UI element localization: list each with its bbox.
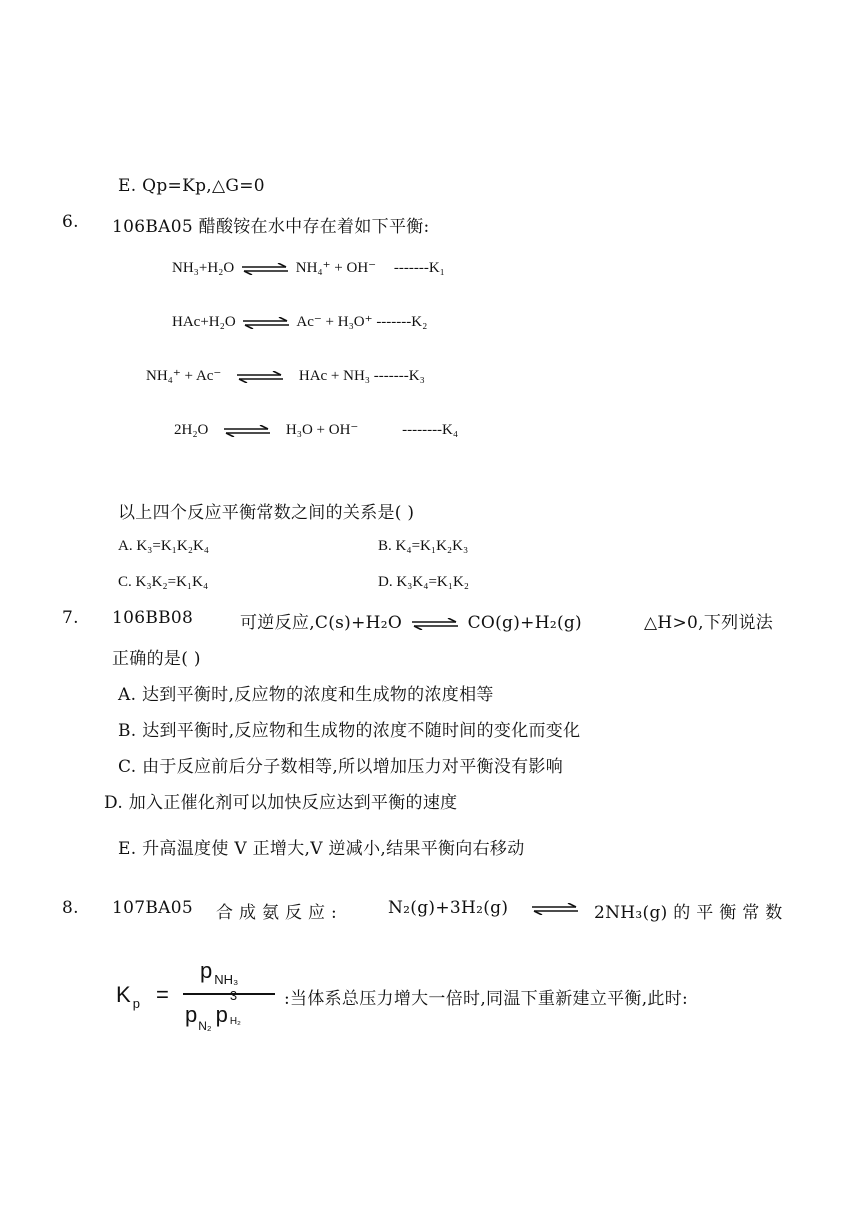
equilibrium-arrow-icon	[237, 371, 283, 383]
q7-stem	[240, 608, 582, 633]
q7-stem-a: 可逆反应,C(s)+H₂O	[240, 613, 403, 633]
kp-subscript: p	[132, 996, 140, 1011]
q7-option-c: C. 由于反应前后分子数相等,所以增加压力对平衡没有影响	[118, 757, 564, 777]
q6-option-a: A. K₃=K₁K₂K₄	[118, 538, 210, 554]
q7-option-d: D. 加入正催化剂可以加快反应达到平衡的速度	[104, 793, 458, 813]
equilibrium-arrow-icon	[532, 903, 578, 915]
equilibrium-arrow-icon	[412, 618, 458, 630]
kp-equals: =	[156, 982, 169, 1007]
q7-stem-c: △H>0,下列说法	[644, 613, 774, 633]
q7-option-b: B. 达到平衡时,反应物和生成物的浓度不随时间的变化而变化	[118, 721, 581, 741]
q8-stem-c: 2NH₃(g) 的 平 衡 常 数	[594, 903, 783, 923]
q7-stem-b: CO(g)+H₂(g)	[467, 613, 582, 633]
q6-equation-4	[174, 420, 458, 439]
eq2-left: HAc+H₂O	[172, 314, 236, 330]
q6-equation-3	[146, 366, 425, 385]
equilibrium-arrow-icon	[243, 317, 289, 329]
q7-code: 106BB08	[112, 608, 194, 628]
kp-numerator: p $_{NH_3}$	[200, 958, 239, 987]
eq1-k: -------K₁	[393, 260, 445, 276]
q8-number: 8.	[62, 898, 79, 918]
eq4-k: --------K₄	[402, 422, 459, 438]
eq3-right: HAc + NH₃	[298, 368, 371, 384]
q5-option-e: E. Qp=Kp,△G=0	[118, 176, 265, 196]
q6-option-c: C. K₃K₂=K₁K₄	[118, 574, 209, 590]
q6-equation-1	[172, 258, 445, 277]
q8-code: 107BA05	[112, 898, 193, 918]
eq3-k: -------K₃	[373, 368, 425, 384]
q8-reactants: N₂(g)+3H₂(g)	[388, 898, 509, 918]
eq4-left: 2H₂O	[174, 422, 209, 438]
q6-number: 6.	[62, 212, 79, 232]
eq2-right: Ac⁻ + H₃O⁺	[296, 314, 373, 330]
q6-equation-2	[172, 312, 427, 331]
q6-stem: 106BA05 醋酸铵在水中存在着如下平衡:	[112, 217, 430, 237]
q6-question: 以上四个反应平衡常数之间的关系是( )	[118, 503, 415, 523]
eq1-right: NH₄⁺ + OH⁻	[295, 260, 377, 276]
kp-numerator-sub: NH₃	[214, 972, 239, 987]
q8-stem-b	[388, 898, 582, 918]
q6-option-b: B. K₄=K₁K₂K₃	[378, 538, 469, 554]
q7-number: 7.	[62, 608, 79, 628]
equilibrium-arrow-icon	[242, 263, 288, 275]
kp-den-sub-1: N₂	[198, 1019, 212, 1033]
kp-label: K $_p$	[116, 982, 140, 1011]
kp-den-sub-2: H₂	[229, 1016, 241, 1027]
kp-denominator: $p_{N_2}$ p 3 H₂	[185, 988, 241, 1033]
equilibrium-arrow-icon	[224, 425, 270, 437]
eq4-right: H₃O + OH⁻	[285, 422, 359, 438]
q7-option-a: A. 达到平衡时,反应物的浓度和生成物的浓度相等	[118, 685, 494, 705]
eq3-left: NH₄⁺ + Ac⁻	[146, 368, 222, 384]
q8-stem-a: 合 成 氨 反 应 :	[216, 903, 338, 923]
q6-option-d: D. K₃K₄=K₁K₂	[378, 574, 470, 590]
q7-stem-line2: 正确的是( )	[112, 649, 201, 669]
kp-den-sup: 3	[229, 988, 238, 1003]
q8-tail: :当体系总压力增大一倍时,同温下重新建立平衡,此时:	[284, 989, 689, 1009]
eq1-left: NH₃+H₂O	[172, 260, 235, 276]
eq2-k: -------K₂	[376, 314, 428, 330]
q7-option-e: E. 升高温度使 V 正增大,V 逆减小,结果平衡向右移动	[118, 839, 525, 859]
